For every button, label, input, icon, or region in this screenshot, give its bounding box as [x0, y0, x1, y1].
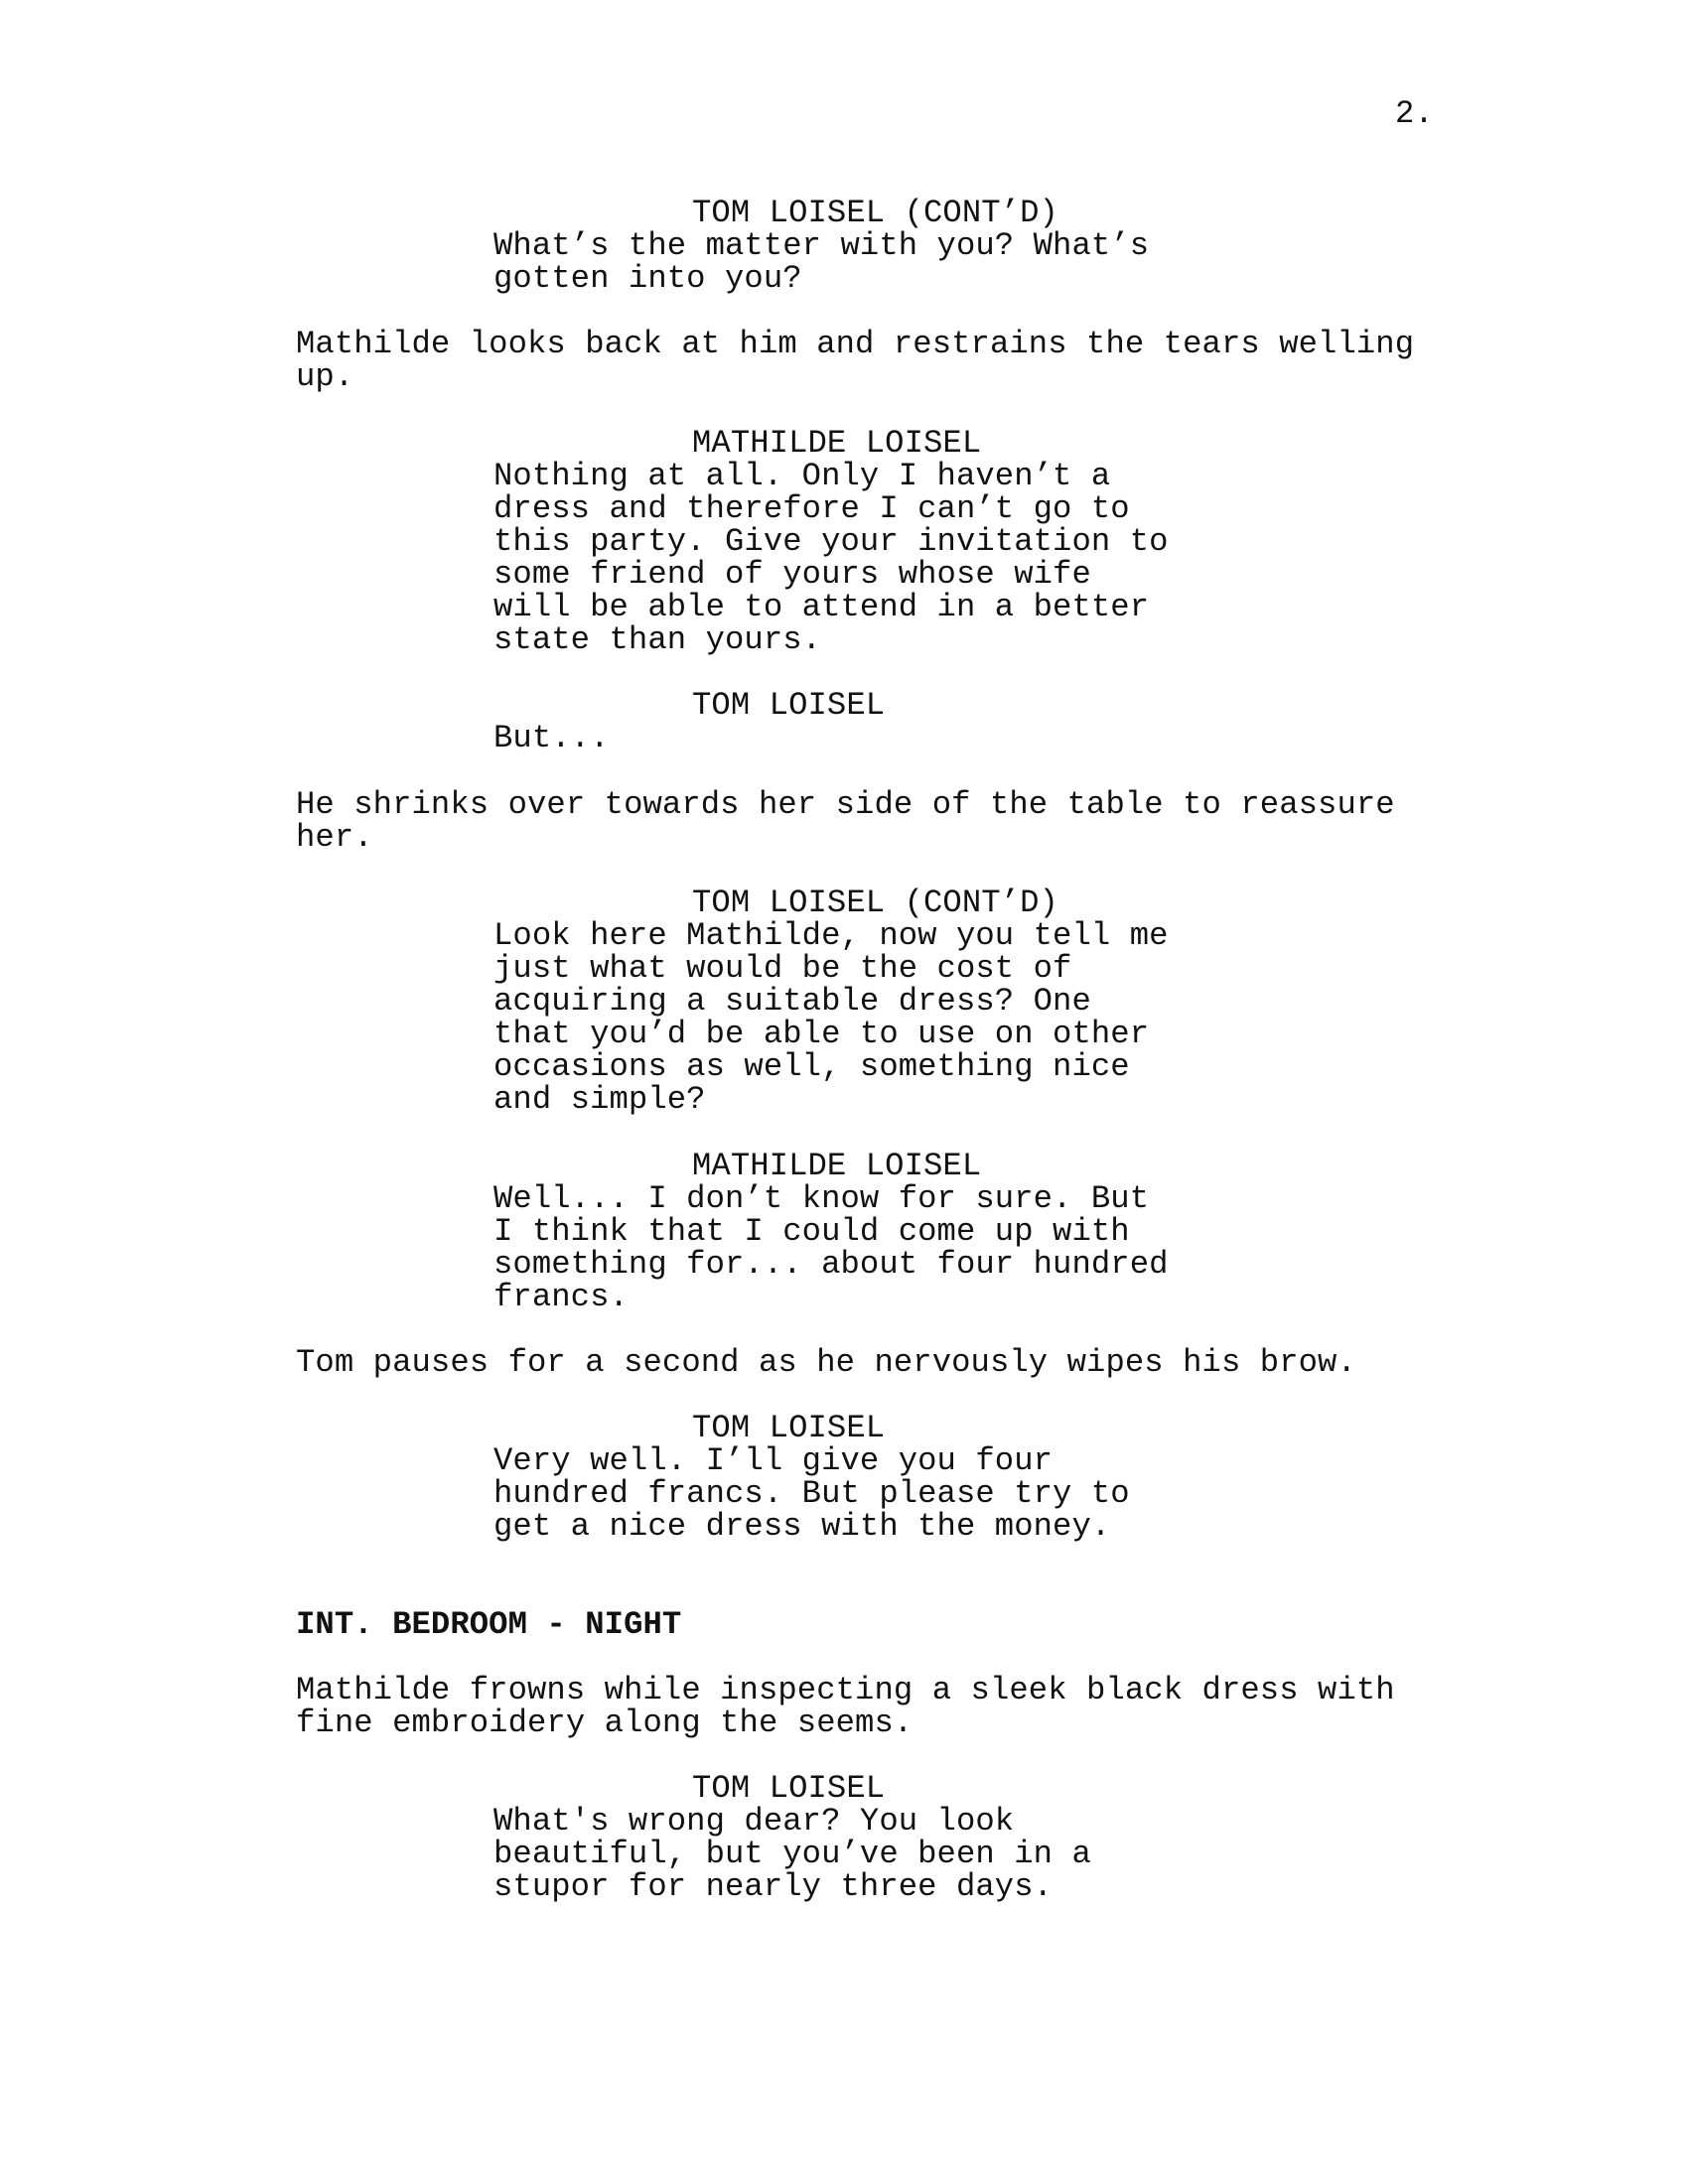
- character-cue: [692, 1772, 885, 1805]
- dialogue-line: acquiring a suitable dress? One: [493, 983, 1091, 1020]
- page-number: 2.: [1395, 95, 1434, 132]
- dialogue-line: Well... I don’t know for sure. But: [493, 1180, 1150, 1217]
- dialogue-line: this party. Give your invitation to: [493, 523, 1169, 560]
- action-line: fine embroidery along the seems.: [296, 1705, 914, 1741]
- character-cue: [692, 427, 981, 460]
- scene-heading: INT. BEDROOM - NIGHT: [296, 1606, 682, 1643]
- character-cue: [692, 689, 885, 722]
- dialogue-line: get a nice dress with the money.: [493, 1508, 1111, 1545]
- dialogue-line: hundred francs. But please try to: [493, 1475, 1130, 1512]
- dialogue-line: stupor for nearly three days.: [493, 1868, 1054, 1905]
- dialogue-line: But...: [493, 720, 610, 756]
- character-name: MATHILDE LOISEL: [692, 425, 982, 462]
- character-cue: [692, 1412, 885, 1444]
- character-name: TOM LOISEL: [692, 195, 886, 231]
- character-cue: [692, 197, 1058, 229]
- action-line: up.: [296, 358, 354, 395]
- character-cue: [692, 887, 1058, 919]
- character-name: MATHILDE LOISEL: [692, 1148, 982, 1184]
- dialogue-line: Very well. I’ll give you four: [493, 1442, 1054, 1479]
- dialogue-line: state than yours.: [493, 621, 822, 658]
- character-cue: [692, 1150, 981, 1182]
- character-extension: (CONT’D): [904, 885, 1058, 921]
- dialogue-line: will be able to attend in a better: [493, 589, 1150, 625]
- dialogue-line: occasions as well, something nice: [493, 1048, 1130, 1085]
- dialogue-line: What's wrong dear? You look: [493, 1803, 1015, 1840]
- dialogue-line: dress and therefore I can’t go to: [493, 490, 1130, 527]
- action-line: Tom pauses for a second as he nervously wipes his brow.: [296, 1344, 1356, 1381]
- dialogue-line: beautiful, but you’ve been in a: [493, 1836, 1091, 1872]
- character-name: TOM LOISEL: [692, 687, 886, 724]
- dialogue-line: some friend of yours whose wife: [493, 556, 1091, 593]
- dialogue-line: Nothing at all. Only I haven’t a: [493, 458, 1111, 494]
- action-line: Mathilde frowns while inspecting a sleek black dress with: [296, 1672, 1395, 1708]
- character-name: TOM LOISEL: [692, 1770, 886, 1807]
- dialogue-line: that you’d be able to use on other: [493, 1016, 1150, 1052]
- dialogue-line: just what would be the cost of: [493, 950, 1072, 987]
- action-line: her.: [296, 819, 373, 856]
- dialogue-line: I think that I could come up with: [493, 1213, 1130, 1250]
- action-line: He shrinks over towards her side of the table to reassure: [296, 786, 1395, 823]
- dialogue-line: and simple?: [493, 1081, 706, 1118]
- character-name: TOM LOISEL: [692, 1410, 886, 1446]
- dialogue-line: something for... about four hundred: [493, 1246, 1169, 1283]
- character-extension: (CONT’D): [904, 195, 1058, 231]
- dialogue-line: francs.: [493, 1279, 629, 1315]
- dialogue-line: gotten into you?: [493, 260, 802, 297]
- character-name: TOM LOISEL: [692, 885, 886, 921]
- dialogue-line: Look here Mathilde, now you tell me: [493, 917, 1169, 954]
- action-line: Mathilde looks back at him and restrains the tears welling: [296, 326, 1415, 362]
- dialogue-line: What’s the matter with you? What’s: [493, 227, 1150, 264]
